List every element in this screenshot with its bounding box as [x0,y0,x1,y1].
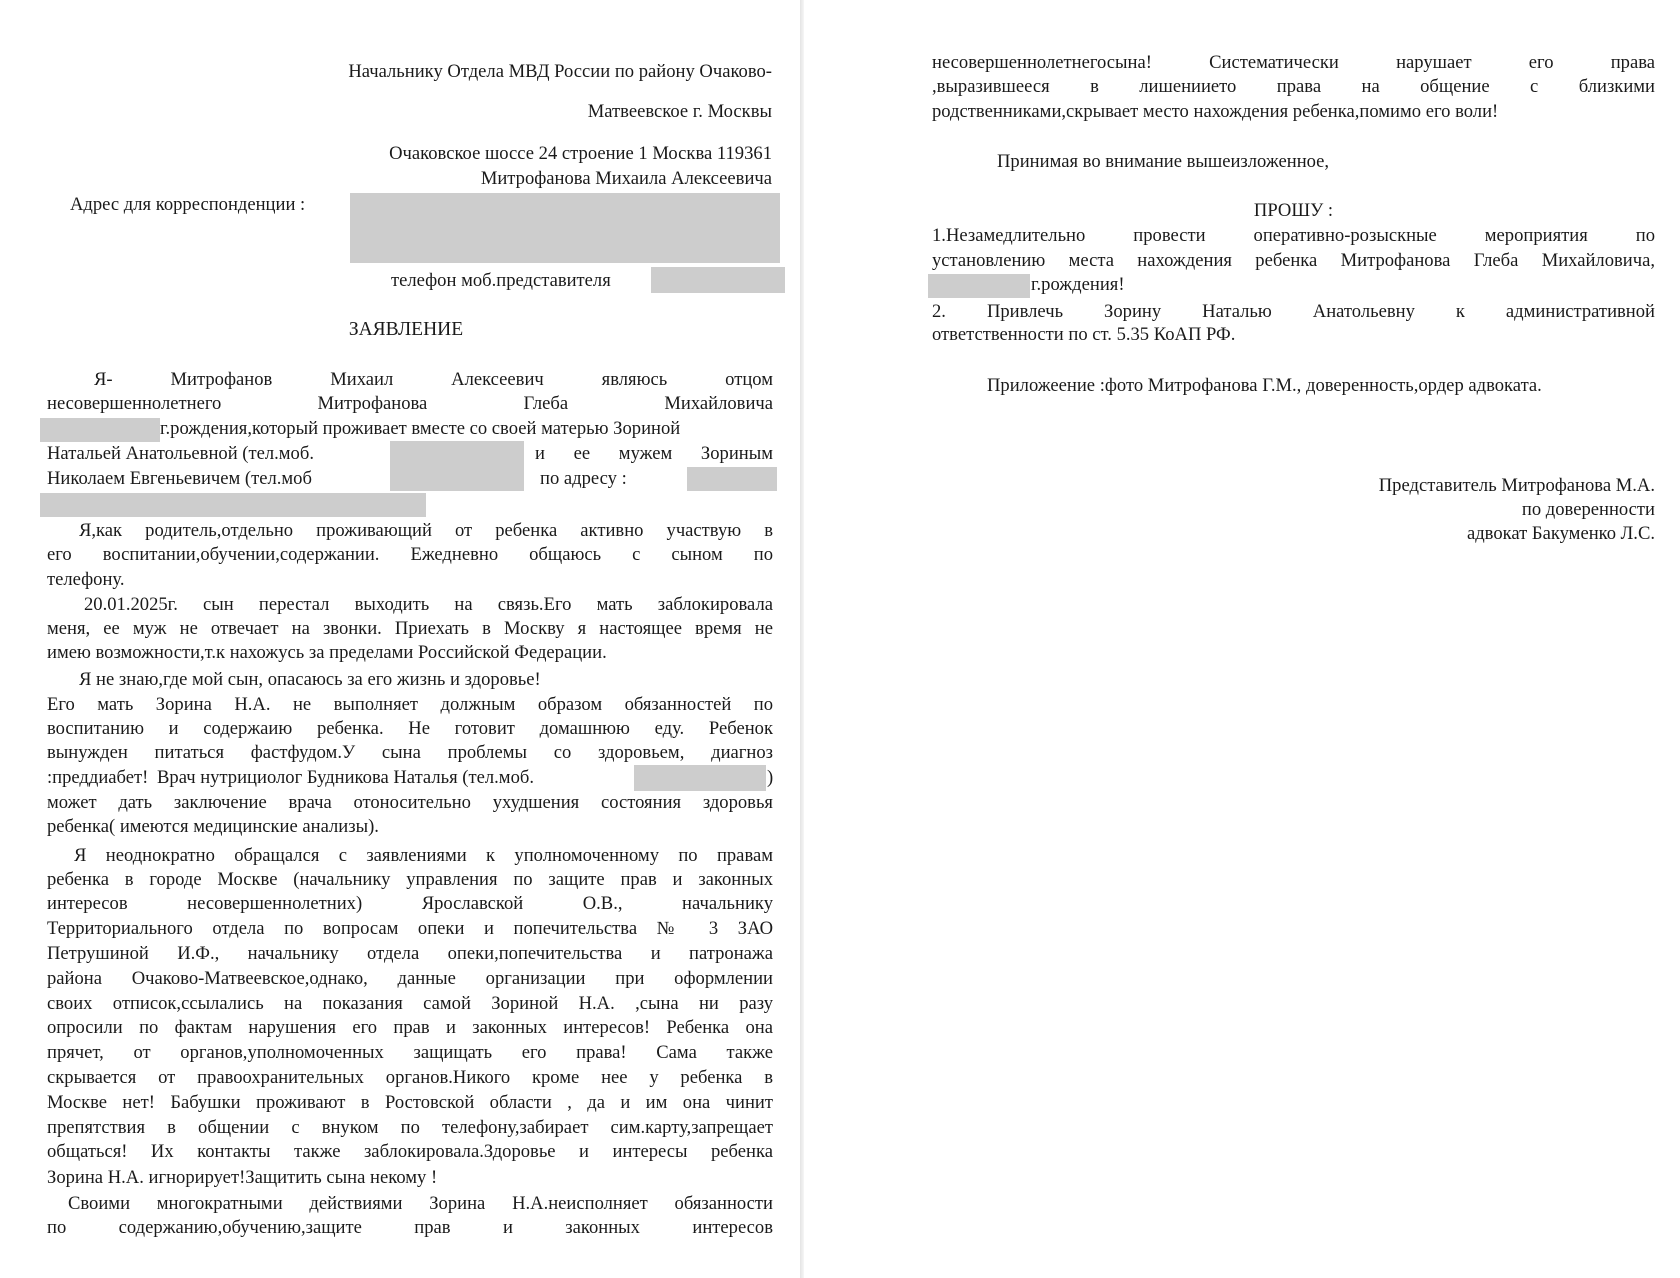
text-line: интересов несовершеннолетних) Ярославской О.В., начальнику [47,893,773,914]
text-line: и ее мужем Зориным [535,443,773,464]
text-line: Москве нет! Бабушки проживают в Ростовской области , да и им она чинит [47,1092,773,1113]
text-line: по адресу : [540,468,627,489]
text-line: несовершеннолетнегосына! Систематически нарушает его права [932,52,1655,73]
redacted-address [687,467,777,491]
redacted-birth-date [928,274,1030,298]
text-line: Я неоднократно обращался с заявлениями к уполномоченному по правам [74,845,773,866]
document-page-right [804,0,1680,1278]
redacted-address [40,493,426,517]
signature-line: по доверенности [1521,499,1655,520]
applicant-name: Митрофанова Михаила Алексеевича [480,168,772,189]
text-line: Я- Митрофанов Михаил Алексеевич являюсь отцом [94,369,773,390]
redacted-address [350,193,780,263]
text-line: опросили по фактам нарушения его прав и законных интересов! Ребенка она [47,1017,773,1038]
text-line: г.рождения,который проживает вместе со своей матерью Зориной [160,418,681,439]
signature-line: адвокат Бакуменко Л.С. [1466,523,1655,544]
text-line: 2. Привлечь Зорину Наталью Анатольевну к административной [932,301,1655,322]
attachment-line: Приложеение :фото Митрофанова Г.М., доверенность,ордер адвоката. [987,375,1542,396]
text-line: телефону. [47,569,125,590]
text-line: несовершеннолетнего Митрофанова Глеба Михайловича [47,393,773,414]
text-line: 1.Незамедлительно провести оперативно-розыскные мероприятия по [932,225,1655,246]
text-line: Зорина Н.А. игнорирует!Защитить сына некому ! [47,1167,438,1188]
text-line: Николаем Евгеньевичем (тел.моб [47,468,312,489]
addressee-line: Матвеевское г. Москвы [587,101,772,122]
redacted-phone [390,441,524,491]
redacted-phone [634,765,766,791]
signature-line: Представитель Митрофанова М.А. [1378,475,1655,496]
text-line: ответственности по ст. 5.35 КоАП РФ. [932,324,1236,345]
text-line: Врач нутрициолог Будникова Наталья (тел.моб. [157,767,534,788]
text-line: Я,как родитель,отдельно проживающий от ребенка активно участвую в [79,520,773,541]
text-line: имею возможности,т.к нахожусь за пределами Российской Федерации. [47,642,607,663]
text-line: Натальей Анатольевной (тел.моб. [47,443,314,464]
text-line: Принимая во внимание вышеизложенное, [997,151,1330,172]
text-line: может дать заключение врача отоносительно ухудшения состояния здоровья [47,792,773,813]
diagnosis-text: :преддиабет! [47,767,149,788]
text-line: своих отписок,ссылались на показания самой Зориной Н.А. ,сына ни разу [47,993,773,1014]
redacted-phone [651,267,785,293]
addressee-line: Очаковское шоссе 24 строение 1 Москва 119361 [389,143,772,164]
text-line: общаться! Их контакты также заблокировала.Здоровье и интересы ребенка [47,1141,773,1162]
document-title: ЗАЯВЛЕНИЕ [348,319,464,340]
text-line: вынужден питаться фастфудом.У сына проблемы со здоровьем, диагноз [47,742,773,763]
document-page-left [0,0,800,1278]
text-line: препятствия в общении с внуком по телефону,забирает сим.карту,запрещает [47,1117,773,1138]
text-line: 20.01.2025г. сын перестал выходить на связь.Его мать заблокировала [84,594,773,615]
text-line: Петрушиной И.Ф., начальнику отдела опеки,попечительства и патронажа [47,943,773,964]
text-line: воспитанию и содержаию ребенка. Не готовит домашнюю еду. Ребенок [47,718,773,739]
correspondence-label: Адрес для корреспонденции : [70,194,306,215]
phone-label: телефон моб.представителя [391,270,611,291]
text-line: Его мать Зорина Н.А. не выполняет должным образом обязанностей по [47,694,773,715]
request-title: ПРОШУ : [1253,200,1334,221]
text-line: родственниками,скрывает место нахождения ребенка,помимо его воли! [932,101,1499,122]
text-line: ,выразившееся в лишениието права на общение с близкими [932,76,1655,97]
text-line: Своими многократными действиями Зорина Н.А.неисполняет обязанности [68,1193,773,1214]
text-line: района Очаково-Матвеевское,однако, данные организации при оформлении [47,968,773,989]
text-line: г.рождения! [1031,274,1125,295]
addressee-line: Начальнику Отдела МВД России по району Очаково- [348,61,772,82]
text-line: меня, ее муж не отвечает на звонки. Приехать в Москву я настоящее время не [47,618,773,639]
text-line: прячет, от органов,уполномоченных защищать его права! Сама также [47,1042,773,1063]
text-line: установлению места нахождения ребенка Митрофанова Глеба Михайловича, [932,250,1655,271]
text-line: Я не знаю,где мой сын, опасаюсь за его жизнь и здоровье! [79,669,541,690]
text-line: его воспитании,обучении,содержании. Ежедневно общаюсь с сыном по [47,544,773,565]
text-line: ребенка в городе Москве (начальнику управления по защите прав и законных [47,869,773,890]
text-line: скрывается от правоохранительных органов.Никого кроме нее у ребенка в [47,1067,773,1088]
redacted-birth-date [40,418,160,442]
text-line: Территориального отдела по вопросам опеки и попечительства № 3 ЗАО [47,918,773,939]
text-line: ) [767,767,774,788]
text-line: ребенка( имеются медицинские анализы). [47,816,379,837]
text-line: по содержанию,обучению,защите прав и законных интересов [47,1217,773,1238]
